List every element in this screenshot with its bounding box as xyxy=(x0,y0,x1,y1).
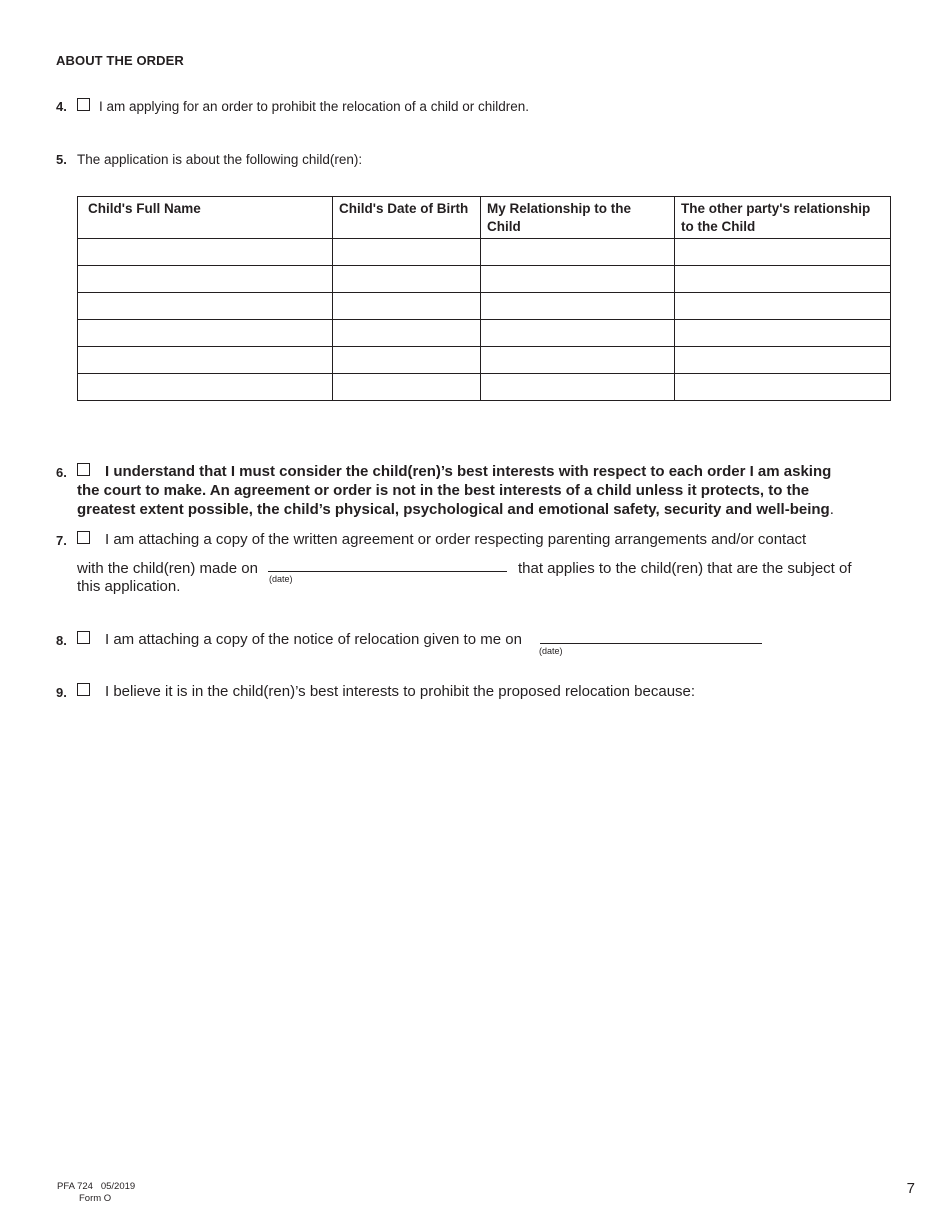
item-4-checkbox[interactable] xyxy=(77,98,90,111)
cell-my-relationship[interactable] xyxy=(481,293,675,320)
table-row xyxy=(78,293,891,320)
cell-my-relationship[interactable] xyxy=(481,266,675,293)
children-table xyxy=(77,196,891,401)
item-7-line-3: this application. xyxy=(77,578,181,595)
cell-other-relationship[interactable] xyxy=(675,374,891,401)
item-7-line-1: I am attaching a copy of the written agreement or order respecting parenting arrangements and/or contact xyxy=(105,531,807,548)
item-6-checkbox[interactable] xyxy=(77,463,90,476)
header-my-relationship: My Relationship to the Child xyxy=(481,197,675,239)
table-header-row xyxy=(78,197,891,239)
item-6-line-3: greatest extent possible, the child’s physical, psychological and emotional safety, security and well-being xyxy=(77,501,830,518)
item-9-text: I believe it is in the child(ren)’s best interests to prohibit the proposed relocation because: xyxy=(105,683,696,700)
item-9-answer-area[interactable] xyxy=(77,710,890,1150)
cell-child-dob[interactable] xyxy=(333,293,481,320)
cell-child-name[interactable] xyxy=(78,320,333,347)
header-other-party-relationship: The other party's relationship to the Child xyxy=(675,197,891,239)
item-8-checkbox[interactable] xyxy=(77,631,90,644)
item-8-date-field[interactable] xyxy=(540,643,762,644)
item-4-text: I am applying for an order to prohibit the relocation of a child or children. xyxy=(99,99,529,114)
item-7-number: 7. xyxy=(56,533,67,548)
cell-my-relationship[interactable] xyxy=(481,374,675,401)
item-8-date-label: (date) xyxy=(539,646,563,656)
footer-form-code: PFA 724 05/2019 xyxy=(57,1181,136,1192)
item-4-number: 4. xyxy=(56,99,67,114)
cell-child-dob[interactable] xyxy=(333,266,481,293)
item-7-date-field[interactable] xyxy=(268,571,507,572)
cell-child-name[interactable] xyxy=(78,347,333,374)
cell-child-dob[interactable] xyxy=(333,320,481,347)
table-row xyxy=(78,374,891,401)
item-7-checkbox[interactable] xyxy=(77,531,90,544)
cell-other-relationship[interactable] xyxy=(675,293,891,320)
page-number: 7 xyxy=(906,1180,915,1197)
item-6-line-3-end: . xyxy=(829,501,834,518)
cell-my-relationship[interactable] xyxy=(481,320,675,347)
item-6-line-1: I understand that I must consider the child(ren)’s best interests with respect to each order I am asking xyxy=(105,463,832,480)
table-row xyxy=(78,347,891,374)
table-row xyxy=(78,239,891,266)
cell-child-dob[interactable] xyxy=(333,374,481,401)
footer-form-name: Form O xyxy=(79,1193,112,1204)
item-6-line-3-wrap xyxy=(77,501,834,518)
cell-my-relationship[interactable] xyxy=(481,239,675,266)
cell-other-relationship[interactable] xyxy=(675,347,891,374)
cell-other-relationship[interactable] xyxy=(675,239,891,266)
cell-child-name[interactable] xyxy=(78,374,333,401)
table-row xyxy=(78,266,891,293)
item-6-line-2: the court to make. An agreement or order is not in the best interests of a child unless it protects, to the xyxy=(77,482,810,499)
header-child-full-name: Child's Full Name xyxy=(78,197,333,239)
item-9-number: 9. xyxy=(56,685,67,700)
item-7-date-label: (date) xyxy=(269,574,293,584)
cell-child-dob[interactable] xyxy=(333,347,481,374)
item-5-number: 5. xyxy=(56,152,67,167)
item-8-text: I am attaching a copy of the notice of relocation given to me on xyxy=(105,631,522,648)
header-child-date-of-birth: Child's Date of Birth xyxy=(333,197,481,239)
item-9-checkbox[interactable] xyxy=(77,683,90,696)
cell-child-name[interactable] xyxy=(78,266,333,293)
cell-child-name[interactable] xyxy=(78,293,333,320)
item-6-number: 6. xyxy=(56,465,67,480)
cell-other-relationship[interactable] xyxy=(675,266,891,293)
footer-form-info xyxy=(57,1181,135,1205)
cell-child-dob[interactable] xyxy=(333,239,481,266)
item-8-number: 8. xyxy=(56,633,67,648)
table-row xyxy=(78,320,891,347)
cell-other-relationship[interactable] xyxy=(675,320,891,347)
cell-child-name[interactable] xyxy=(78,239,333,266)
item-7-line-2-start: with the child(ren) made on xyxy=(77,560,258,577)
cell-my-relationship[interactable] xyxy=(481,347,675,374)
section-title: ABOUT THE ORDER xyxy=(56,53,184,68)
item-7-line-2-end: that applies to the child(ren) that are the subject of xyxy=(518,560,852,577)
item-5-text: The application is about the following child(ren): xyxy=(77,152,363,167)
